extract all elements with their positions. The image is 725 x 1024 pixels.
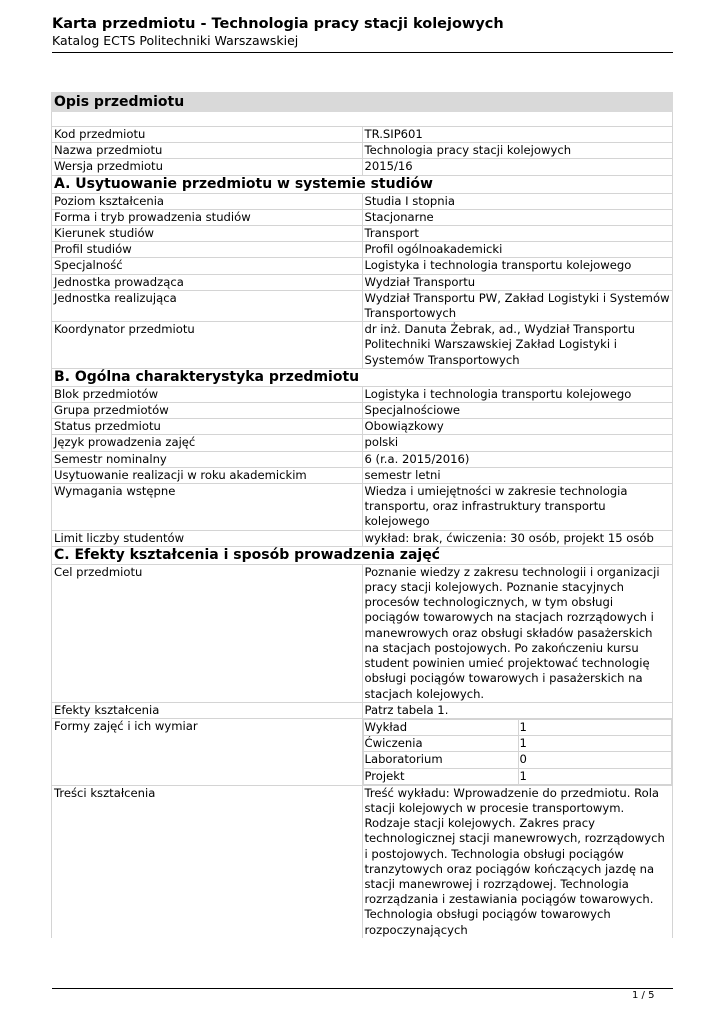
table-row (52, 419, 673, 435)
row-label: Poziom kształcenia (52, 193, 363, 209)
row-label: Treści kształcenia (52, 785, 363, 938)
row-value: Transport (362, 226, 673, 242)
table-row (52, 435, 673, 451)
row-label: Jednostka prowadząca (52, 274, 363, 290)
row-label: Grupa przedmiotów (52, 403, 363, 419)
row-label: Wymagania wstępne (52, 484, 363, 531)
table-row (52, 258, 673, 274)
row-value: Wydział Transportu PW, Zakład Logistyki i Systemów Transportowych (362, 290, 673, 321)
table-row (52, 290, 673, 321)
form-hours: 0 (518, 752, 672, 768)
form-name: Projekt (363, 768, 518, 784)
form-hours: 1 (518, 736, 672, 752)
row-label: Kod przedmiotu (52, 127, 363, 143)
row-value: Technologia pracy stacji kolejowych (362, 143, 673, 159)
row-label: Specjalność (52, 258, 363, 274)
course-card-table (51, 92, 673, 938)
row-label: Blok przedmiotów (52, 386, 363, 402)
page-number: 1 / 5 (632, 990, 655, 1001)
table-row (52, 143, 673, 159)
document-title: Karta przedmiotu - Technologia pracy stacji kolejowych (52, 16, 504, 32)
row-value: 6 (r.a. 2015/2016) (362, 451, 673, 467)
forms-row (363, 736, 672, 752)
table-row (52, 159, 673, 175)
table-row (52, 209, 673, 225)
row-value: Stacjonarne (362, 209, 673, 225)
form-hours: 1 (518, 768, 672, 784)
row-value: 2015/16 (362, 159, 673, 175)
row-value: Obowiązkowy (362, 419, 673, 435)
table-row (52, 530, 673, 546)
table-row (52, 193, 673, 209)
table-row (52, 564, 673, 702)
row-value: wykład: brak, ćwiczenia: 30 osób, projekt 15 osób (362, 530, 673, 546)
row-label: Limit liczby studentów (52, 530, 363, 546)
row-value: TR.SIP601 (362, 127, 673, 143)
row-value: Wiedza i umiejętności w zakresie technologia transportu, oraz infrastruktury transportu kolejowego (362, 484, 673, 531)
row-label: Forma i tryb prowadzenia studiów (52, 209, 363, 225)
row-label: Wersja przedmiotu (52, 159, 363, 175)
table-row (52, 386, 673, 402)
forms-row (363, 752, 672, 768)
row-label: Kierunek studiów (52, 226, 363, 242)
row-label: Jednostka realizująca (52, 290, 363, 321)
form-name: Ćwiczenia (363, 736, 518, 752)
row-value: Profil ogólnoakademicki (362, 242, 673, 258)
table-row (52, 403, 673, 419)
form-hours: 1 (518, 719, 672, 735)
forms-row (363, 719, 672, 735)
table-row (52, 127, 673, 143)
table-row (52, 785, 673, 938)
table-row (52, 274, 673, 290)
row-value: Treść wykładu: Wprowadzenie do przedmiotu. Rola stacji kolejowych w procesie transportowym. Rodzaje stacji kolejowych. Zakres pracy technologicznej stacji manewrowych, rozrządowych i postojowych. Technologia obsługi pociągów tranzytowych oraz pociągów kończących jazdę na stacji manewrowej i rozrządowej. Technologia rozrządzania i zestawiania pociągów towarowych. Technologia obsługi pociągów towarowych rozpoczynających (362, 785, 673, 938)
section-heading-a: A. Usytuowanie przedmiotu w systemie studiów (52, 175, 673, 193)
row-value: Logistyka i technologia transportu kolejowego (362, 258, 673, 274)
row-value: Patrz tabela 1. (362, 702, 673, 718)
table-row (52, 451, 673, 467)
row-label: Status przedmiotu (52, 419, 363, 435)
footer-divider (52, 988, 673, 989)
row-label: Cel przedmiotu (52, 564, 363, 702)
row-label: Efekty kształcenia (52, 702, 363, 718)
row-value: Logistyka i technologia transportu kolejowego (362, 386, 673, 402)
row-label: Profil studiów (52, 242, 363, 258)
table-row (52, 702, 673, 718)
forms-table (363, 719, 673, 785)
row-label: Język prowadzenia zajęć (52, 435, 363, 451)
table-row (52, 467, 673, 483)
table-row (52, 484, 673, 531)
row-label: Koordynator przedmiotu (52, 322, 363, 369)
row-value: Specjalnościowe (362, 403, 673, 419)
row-label: Nazwa przedmiotu (52, 143, 363, 159)
row-label: Formy zajęć i ich wymiar (52, 718, 363, 785)
row-value: Wydział Transportu (362, 274, 673, 290)
table-row (52, 322, 673, 369)
table-row (52, 718, 673, 785)
header-divider (52, 52, 673, 53)
row-label: Usytuowanie realizacji w roku akademickim (52, 467, 363, 483)
row-value: polski (362, 435, 673, 451)
table-row (52, 226, 673, 242)
spacer-row (52, 112, 673, 127)
document-subtitle: Katalog ECTS Politechniki Warszawskiej (52, 33, 299, 48)
row-value: Poznanie wiedzy z zakresu technologii i organizacji pracy stacji kolejowych. Poznanie stacyjnych procesów technologicznych, w tym obsługi pociągów towarowych na stacjach rozrządowych i manewrowych oraz obsługi składów pasażerskich na stacjach postojowych. Po zakończeniu kursu student powinien umieć projektować technologię obsługi pociągów towarowych i pasażerskich na stacjach kolejowych. (362, 564, 673, 702)
forms-row (363, 768, 672, 784)
row-value: dr inż. Danuta Żebrak, ad., Wydział Transportu Politechniki Warszawskiej Zakład Logistyki i Systemów Transportowych (362, 322, 673, 369)
row-label: Semestr nominalny (52, 451, 363, 467)
row-value: Studia I stopnia (362, 193, 673, 209)
form-name: Laboratorium (363, 752, 518, 768)
section-heading-c: C. Efekty kształcenia i sposób prowadzenia zajęć (52, 546, 673, 564)
form-name: Wykład (363, 719, 518, 735)
forms-cell (362, 718, 673, 785)
row-value: semestr letni (362, 467, 673, 483)
section-heading-opis: Opis przedmiotu (52, 93, 673, 112)
section-heading-b: B. Ogólna charakterystyka przedmiotu (52, 368, 673, 386)
table-row (52, 242, 673, 258)
